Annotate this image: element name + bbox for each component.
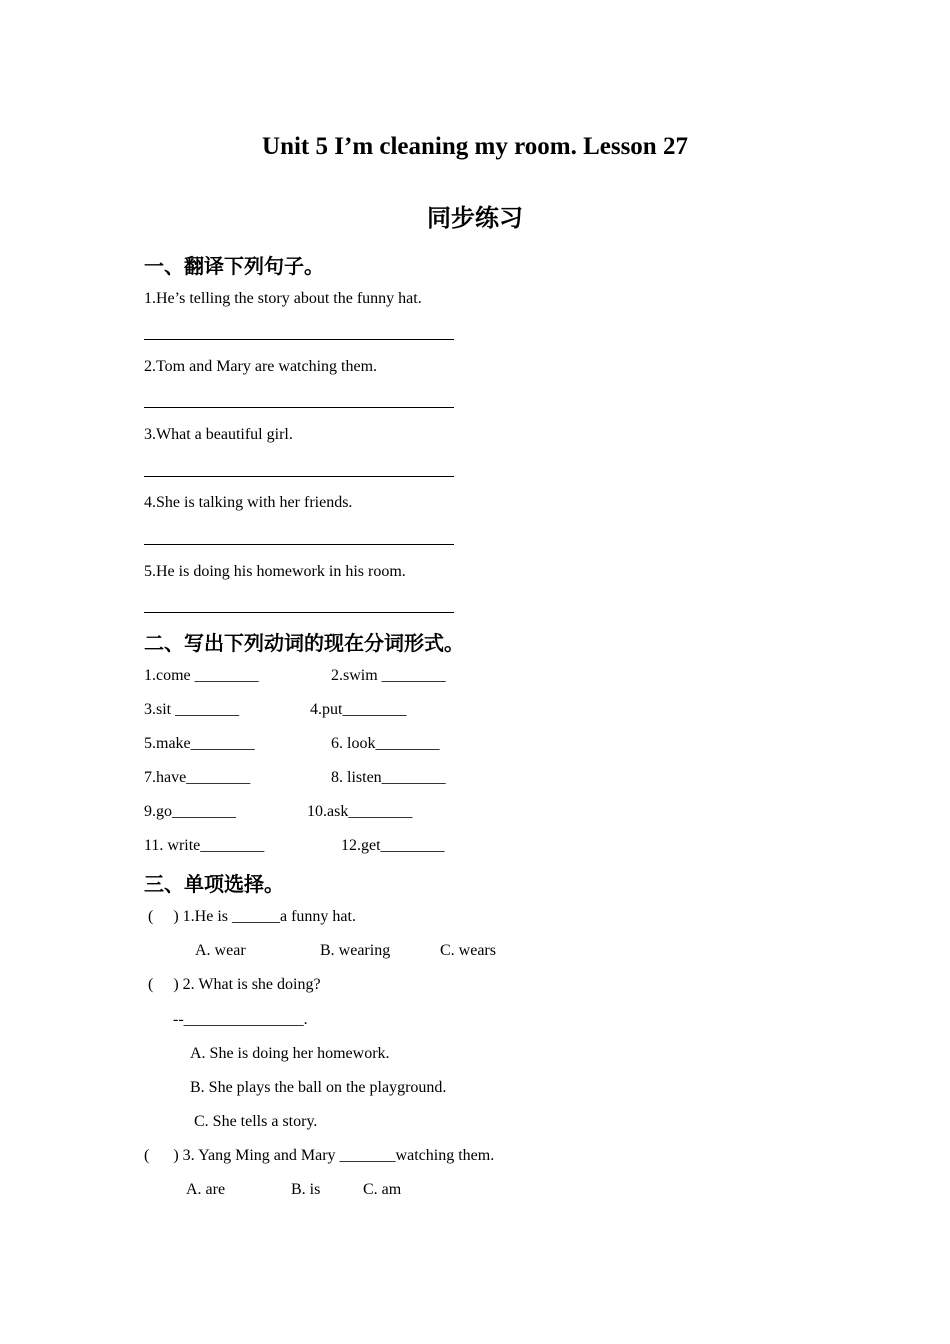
question-3-option-b[interactable]: B. is <box>291 1181 321 1198</box>
section-heading-choice: 三、单项选择。 <box>144 872 284 896</box>
page-title: Unit 5 I’m cleaning my room. Lesson 27 <box>262 133 688 160</box>
verb-item-4: 4.put________ <box>310 701 407 718</box>
answer-line-1[interactable] <box>144 339 454 340</box>
verb-item-9: 9.go________ <box>144 803 236 820</box>
translate-item-2: 2.Tom and Mary are watching them. <box>144 358 378 375</box>
verb-item-12: 12.get________ <box>341 837 445 854</box>
question-1-option-b[interactable]: B. wearing <box>320 942 391 959</box>
answer-line-3[interactable] <box>144 476 454 477</box>
page-subtitle: 同步练习 <box>427 204 523 232</box>
answer-line-4[interactable] <box>144 544 454 545</box>
verb-item-5: 5.make________ <box>144 735 255 752</box>
verb-item-11: 11. write________ <box>144 837 265 854</box>
answer-line-2[interactable] <box>144 407 454 408</box>
question-1-stem: ( ) 1.He is ______a funny hat. <box>144 908 356 925</box>
question-2-option-c[interactable]: C. She tells a story. <box>194 1113 318 1130</box>
question-1-option-a[interactable]: A. wear <box>195 942 246 959</box>
verb-item-8: 8. listen________ <box>331 769 446 786</box>
question-3-option-c[interactable]: C. am <box>363 1181 402 1198</box>
answer-line-5[interactable] <box>144 612 454 613</box>
verb-item-10: 10.ask________ <box>307 803 413 820</box>
question-2-stem: ( ) 2. What is she doing? <box>144 976 321 993</box>
question-3-stem: ( ) 3. Yang Ming and Mary _______watching them. <box>144 1147 495 1164</box>
translate-item-3: 3.What a beautiful girl. <box>144 426 293 443</box>
verb-item-6: 6. look________ <box>331 735 440 752</box>
question-1-option-c[interactable]: C. wears <box>440 942 496 959</box>
verb-item-7: 7.have________ <box>144 769 251 786</box>
translate-item-1: 1.He’s telling the story about the funny hat. <box>144 290 422 307</box>
translate-item-5: 5.He is doing his homework in his room. <box>144 563 406 580</box>
section-heading-participles: 二、写出下列动词的现在分词形式。 <box>144 631 464 655</box>
verb-item-3: 3.sit ________ <box>144 701 240 718</box>
question-2-option-b[interactable]: B. She plays the ball on the playground. <box>190 1079 447 1096</box>
question-2-blank: --_______________. <box>173 1011 308 1028</box>
question-3-option-a[interactable]: A. are <box>186 1181 226 1198</box>
section-heading-translate: 一、翻译下列句子。 <box>144 254 324 278</box>
question-2-option-a[interactable]: A. She is doing her homework. <box>190 1045 390 1062</box>
verb-item-2: 2.swim ________ <box>331 667 446 684</box>
verb-item-1: 1.come ________ <box>144 667 259 684</box>
translate-item-4: 4.She is talking with her friends. <box>144 494 353 511</box>
